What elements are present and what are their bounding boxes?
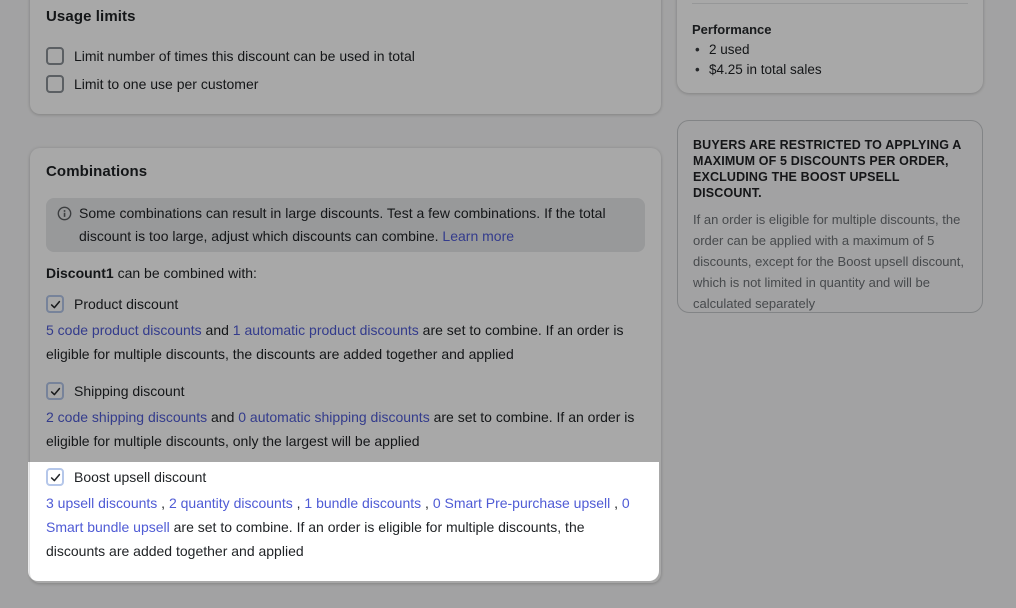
smart-pre-purchase-upsell-link[interactable]: 0 Smart Pre-purchase upsell bbox=[432, 495, 611, 511]
product-discount-checkbox[interactable] bbox=[46, 295, 64, 313]
automatic-product-discounts-link[interactable]: 1 automatic product discounts bbox=[232, 322, 419, 338]
shipping-discount-checkbox[interactable] bbox=[46, 382, 64, 400]
buyers-restriction-note bbox=[677, 120, 983, 313]
performance-used-item: • 2 used bbox=[692, 40, 968, 60]
quantity-discounts-link[interactable]: 2 quantity discounts bbox=[168, 495, 293, 511]
limit-total-uses-checkbox[interactable] bbox=[46, 47, 64, 65]
performance-card bbox=[677, 0, 983, 93]
info-icon bbox=[57, 206, 72, 248]
combinations-info-banner bbox=[46, 198, 645, 252]
boost-upsell-discount-checkbox[interactable] bbox=[46, 468, 64, 486]
performance-title: Performance bbox=[692, 22, 772, 37]
product-discount-description: 5 code product discounts and 1 automatic product discounts are set to combine. If an order is eligible for multiple discounts, the discounts are added together and applied bbox=[46, 322, 624, 362]
banner-text: Some combinations can result in large discounts. Test a few combinations. If the total discount is too large, adjust which discounts can combine. Learn more bbox=[79, 205, 606, 244]
checkmark-icon bbox=[49, 298, 62, 311]
card-divider bbox=[692, 3, 968, 4]
limit-one-per-customer-label[interactable]: Limit to one use per customer bbox=[74, 76, 259, 92]
shipping-discount-description: 2 code shipping discounts and 0 automatic shipping discounts are set to combine. If an order is eligible for multiple discounts, only the largest will be applied bbox=[46, 409, 635, 449]
upsell-discounts-link[interactable]: 3 upsell discounts bbox=[46, 495, 158, 511]
boost-upsell-discount-description: 3 upsell discounts , 2 quantity discounts , 1 bundle discounts , 0 Smart Pre-purchase upsell , 0 Smart bundle upsell are set to combine. If an order is eligible for multiple discounts, the discounts are added together and applied bbox=[46, 495, 630, 559]
checkmark-icon bbox=[49, 471, 62, 484]
smart-bundle-upsell-link[interactable]: 0 Smart bundle upsell bbox=[46, 495, 630, 535]
boost-upsell-discount-row bbox=[46, 467, 645, 487]
code-product-discounts-link[interactable]: 5 code product discounts bbox=[46, 322, 202, 338]
usage-limits-card bbox=[30, 0, 661, 114]
performance-list bbox=[692, 40, 968, 80]
automatic-shipping-discounts-link[interactable]: 0 automatic shipping discounts bbox=[238, 409, 430, 425]
limit-total-uses-label[interactable]: Limit number of times this discount can be used in total bbox=[74, 48, 415, 64]
shipping-discount-row bbox=[46, 381, 645, 401]
limit-one-per-customer-checkbox[interactable] bbox=[46, 75, 64, 93]
usage-limits-title: Usage limits bbox=[46, 8, 136, 25]
bundle-discounts-link[interactable]: 1 bundle discounts bbox=[304, 495, 422, 511]
limit-one-per-customer-row bbox=[46, 74, 645, 94]
limit-total-uses-row bbox=[46, 46, 645, 66]
code-shipping-discounts-link[interactable]: 2 code shipping discounts bbox=[46, 409, 208, 425]
product-discount-row bbox=[46, 294, 645, 314]
learn-more-link[interactable]: Learn more bbox=[442, 228, 515, 244]
restriction-note-heading: BUYERS ARE RESTRICTED TO APPLYING A MAXIMUM OF 5 DISCOUNTS PER ORDER, EXCLUDING THE BOOST UPSELL DISCOUNT. bbox=[693, 138, 962, 200]
combinations-title: Combinations bbox=[46, 163, 148, 180]
combined-with-label: Discount1 can be combined with: bbox=[46, 265, 257, 281]
restriction-note-body: If an order is eligible for multiple discounts, the order can be applied with a maximum of 5 discounts, except for the Boost upsell discount, which is not limited in quantity and will be calculated separately bbox=[693, 212, 964, 311]
product-discount-label[interactable]: Product discount bbox=[74, 296, 179, 312]
shipping-discount-label[interactable]: Shipping discount bbox=[74, 383, 185, 399]
boost-upsell-discount-label[interactable]: Boost upsell discount bbox=[74, 469, 207, 485]
combinations-card bbox=[30, 148, 661, 583]
performance-sales-item: • $4.25 in total sales bbox=[692, 60, 968, 80]
checkmark-icon bbox=[49, 385, 62, 398]
